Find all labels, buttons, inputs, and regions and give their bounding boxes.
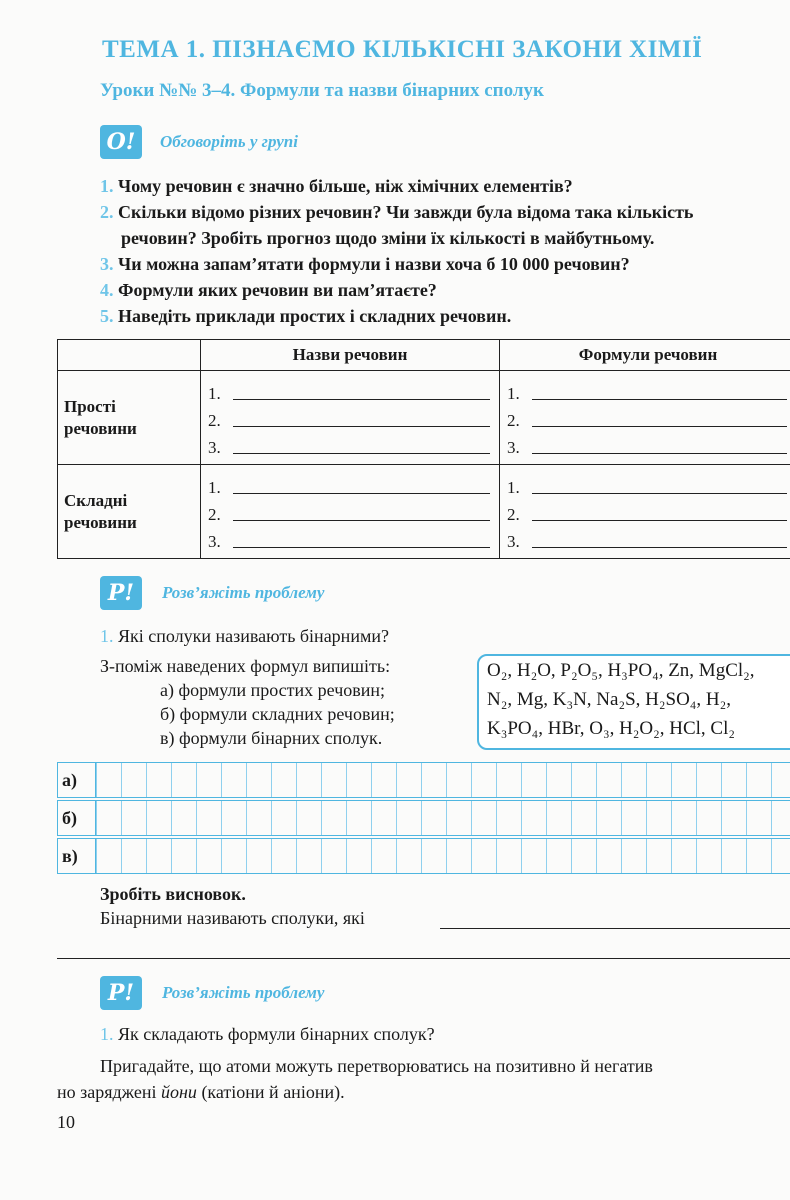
formulas-line-3: K₃PO₄, HBr, O₃, H₂O₂, HCl, Cl₂	[487, 718, 736, 739]
col-header-formulas: Формули речовин	[500, 340, 790, 371]
answer-grid-b[interactable]: б)	[57, 800, 790, 836]
problem1-intro: З-поміж наведених формул випишіть:	[100, 656, 391, 676]
complex-names-cell[interactable]	[201, 465, 500, 559]
task-b: б) формули складних речовин;	[160, 704, 395, 724]
answer-line[interactable]: 2.	[202, 498, 498, 525]
question-5: 5. Наведіть приклади простих і складних речовин.	[100, 306, 512, 326]
question-2: 2. Скільки відомо різних речовин? Чи завжди була відома така кількість	[100, 202, 694, 222]
answer-line[interactable]: 1.	[501, 471, 790, 498]
lesson-subtitle: Уроки №№ 3–4. Формули та назви бінарних сполук	[100, 80, 544, 101]
conclusion-title: Зробіть висновок.	[100, 884, 246, 904]
formulas-line-2: N₂, Mg, K₃N, Na₂S, H₂SO₄, H₂,	[487, 689, 732, 710]
answer-line[interactable]: 2.	[501, 498, 790, 525]
question-4: 4. Формули яких речовин ви пам’ятаєте?	[100, 280, 437, 300]
grid-cells[interactable]	[96, 801, 790, 835]
problem2-paragraph-line1: Пригадайте, що атоми можуть перетворюватись на позитивно й негатив	[100, 1056, 653, 1076]
problem2-question: 1. Як складають формули бінарних сполук?	[100, 1024, 435, 1044]
answer-line[interactable]: 2.	[501, 404, 790, 431]
task-c: в) формули бінарних сполук.	[160, 728, 383, 748]
answer-line[interactable]: 1.	[202, 471, 498, 498]
problem2-badge: Р!	[100, 976, 142, 1010]
problem1-question: 1. Які сполуки називають бінарними?	[100, 626, 389, 646]
page-number: 10	[57, 1112, 75, 1132]
conclusion-text: Бінарними називають сполуки, які	[100, 908, 365, 928]
row-header-complex: Складні речовини	[58, 465, 201, 559]
conclusion-answer-line[interactable]	[440, 928, 790, 929]
answer-line[interactable]: 3.	[202, 431, 498, 458]
row-header-simple: Прості речовини	[58, 371, 201, 465]
answer-line[interactable]: 3.	[202, 525, 498, 552]
col-header-names: Назви речовин	[201, 340, 500, 371]
question-2-cont: речовин? Зробіть прогноз щодо зміни їх кількості в майбутньому.	[121, 228, 655, 248]
task-a: а) формули простих речовин;	[160, 680, 386, 700]
problem2-paragraph-line2: но заряджені йони (катіони й аніони).	[57, 1082, 345, 1102]
discuss-label: Обговоріть у групі	[160, 132, 298, 151]
answer-grid-a[interactable]: а)	[57, 762, 790, 798]
problem2-label: Розв’яжіть проблему	[162, 983, 325, 1002]
answer-line[interactable]: 3.	[501, 431, 790, 458]
answer-grid-c[interactable]: в)	[57, 838, 790, 874]
substances-table	[57, 339, 790, 559]
answer-line[interactable]: 2.	[202, 404, 498, 431]
grid-cells[interactable]	[96, 763, 790, 797]
formulas-box	[477, 654, 790, 750]
conclusion-answer-line-2[interactable]	[57, 958, 790, 959]
question-3: 3. Чи можна запам’ятати формули і назви хоча б 10 000 речовин?	[100, 254, 630, 274]
simple-names-cell[interactable]	[201, 371, 500, 465]
discuss-badge: О!	[100, 125, 142, 159]
simple-formulas-cell[interactable]	[500, 371, 790, 465]
table-corner	[58, 340, 201, 371]
page-title: ТЕМА 1. ПІЗНАЄМО КІЛЬКІСНІ ЗАКОНИ ХІМІЇ	[102, 36, 703, 63]
question-1: 1. Чому речовин є значно більше, ніж хімічних елементів?	[100, 176, 573, 196]
answer-line[interactable]: 3.	[501, 525, 790, 552]
answer-line[interactable]: 1.	[501, 377, 790, 404]
formulas-line-1: O₂, H₂O, P₂O₅, H₃PO₄, Zn, MgCl₂,	[487, 660, 755, 681]
problem-badge: Р!	[100, 576, 142, 610]
problem-label: Розв’яжіть проблему	[162, 583, 325, 602]
complex-formulas-cell[interactable]	[500, 465, 790, 559]
grid-cells[interactable]	[96, 839, 790, 873]
answer-line[interactable]: 1.	[202, 377, 498, 404]
